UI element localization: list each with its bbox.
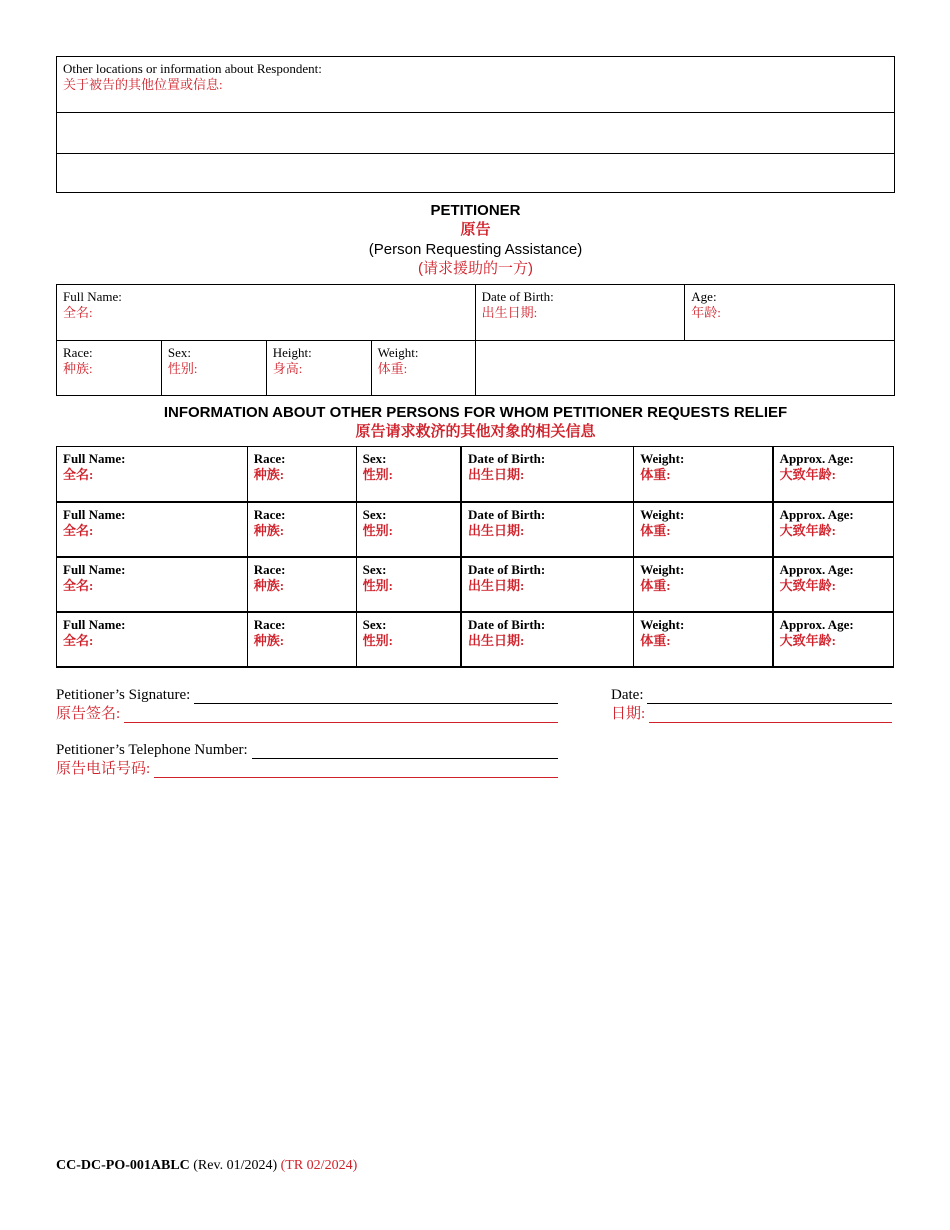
others-title-en: INFORMATION ABOUT OTHER PERSONS FOR WHOM PETITIONER REQUESTS RELIEF <box>163 404 788 421</box>
signature-line[interactable] <box>194 689 558 704</box>
respondent-other-info-label-en: Other locations or information about Respondent: <box>63 61 322 76</box>
other-person-field-label: Weight: <box>640 451 685 466</box>
other-person-cell[interactable] <box>247 612 356 667</box>
other-person-field-label-zh: 出生日期: <box>467 577 525 593</box>
other-person-field-label-zh: 体重: <box>640 467 671 482</box>
other-person-field-label: Date of Birth: <box>467 451 546 466</box>
race-label-zh: 种族: <box>63 361 93 376</box>
other-person-cell[interactable] <box>356 557 461 612</box>
other-person-field-label-zh: 出生日期: <box>467 467 525 482</box>
other-person-cell[interactable] <box>773 447 894 502</box>
other-person-cell[interactable] <box>356 612 461 667</box>
form-id: CC-DC-PO-001ABLC <box>56 1158 190 1173</box>
other-person-cell[interactable] <box>773 612 894 667</box>
petitioner-info-table <box>56 284 895 396</box>
phone-label: Petitioner’s Telephone Number: <box>56 742 248 758</box>
respondent-other-info-box <box>56 56 895 193</box>
other-person-field-label: Weight: <box>640 506 685 522</box>
date-line-zh[interactable] <box>649 708 892 723</box>
petitioner-sex-cell[interactable] <box>161 341 266 396</box>
other-person-field-label: Approx. Age: <box>779 561 854 577</box>
other-person-field-label-zh: 全名: <box>63 522 94 538</box>
age-label-zh: 年龄: <box>691 305 721 320</box>
other-person-cell[interactable] <box>247 447 356 502</box>
other-person-field-label-zh: 种族: <box>253 632 285 648</box>
other-person-field-label-zh: 大致年龄: <box>779 522 836 538</box>
other-person-field-label-zh: 种族: <box>253 522 285 538</box>
other-person-field-label-zh: 大致年龄: <box>779 632 836 648</box>
respondent-other-info-label-row <box>57 57 894 113</box>
respondent-other-info-line-1[interactable] <box>57 113 894 154</box>
others-header <box>56 404 895 442</box>
other-person-field-label-zh: 体重: <box>640 577 671 593</box>
other-person-field-label-zh: 性别: <box>362 522 393 538</box>
petitioner-full-name-cell[interactable] <box>57 285 476 341</box>
petitioner-subtitle-zh: (请求援助的一方) <box>418 260 533 277</box>
sex-label-zh: 性别: <box>167 361 198 376</box>
dob-label-zh: 出生日期: <box>481 305 538 320</box>
signature-line-zh[interactable] <box>124 708 558 723</box>
petitioner-title-zh: 原告 <box>460 221 491 238</box>
other-person-field-label: Full Name: <box>63 506 126 522</box>
weight-label: Weight: <box>377 345 419 360</box>
other-person-cell[interactable] <box>461 612 634 667</box>
phone-label-zh: 原告电话号码: <box>56 761 151 777</box>
other-person-field-label: Race: <box>253 561 286 577</box>
height-label: Height: <box>272 345 312 360</box>
other-person-field-label: Race: <box>253 451 286 466</box>
full-name-label-zh: 全名: <box>63 305 93 320</box>
phone-row <box>56 741 558 759</box>
other-person-field-label-zh: 种族: <box>253 577 285 593</box>
other-person-cell[interactable] <box>461 502 634 557</box>
signature-row-zh <box>56 705 558 723</box>
other-person-field-label-zh: 性别: <box>362 577 393 593</box>
other-person-field-label: Date of Birth: <box>467 506 546 522</box>
other-person-row <box>57 557 894 612</box>
other-person-field-label-zh: 体重: <box>640 522 671 538</box>
age-label: Age: <box>691 289 717 304</box>
other-person-field-label-zh: 性别: <box>362 632 393 648</box>
petitioner-header <box>56 201 895 277</box>
respondent-other-info-line-2[interactable] <box>57 154 894 193</box>
full-name-label: Full Name: <box>63 289 122 304</box>
race-label: Race: <box>63 345 93 360</box>
respondent-other-info-label-zh: 关于被告的其他位置或信息: <box>63 77 223 92</box>
other-person-field-label: Full Name: <box>63 616 126 632</box>
petitioner-title-en: PETITIONER <box>430 202 521 219</box>
other-person-field-label: Full Name: <box>63 561 126 577</box>
signature-label-zh: 原告签名: <box>56 706 121 722</box>
other-person-field-label: Approx. Age: <box>779 506 854 522</box>
phone-row-zh <box>56 760 558 778</box>
other-person-row <box>57 612 894 667</box>
others-title-zh: 原告请求救济的其他对象的相关信息 <box>355 423 596 440</box>
other-person-field-label-zh: 大致年龄: <box>779 577 836 593</box>
petitioner-dob-cell[interactable] <box>475 285 685 341</box>
other-person-field-label: Race: <box>253 616 286 632</box>
sex-label: Sex: <box>167 345 192 360</box>
other-person-row <box>57 502 894 557</box>
other-person-field-label: Approx. Age: <box>779 451 854 466</box>
other-person-cell[interactable] <box>57 502 248 557</box>
other-person-field-label: Weight: <box>640 561 685 577</box>
date-row <box>611 686 892 704</box>
petitioner-blank-cell <box>475 341 894 396</box>
other-person-field-label-zh: 大致年龄: <box>779 467 836 482</box>
other-person-field-label-zh: 全名: <box>63 467 94 482</box>
dob-label: Date of Birth: <box>481 289 554 304</box>
other-person-cell[interactable] <box>247 502 356 557</box>
other-person-field-label-zh: 体重: <box>640 632 671 648</box>
other-persons-table <box>56 446 894 668</box>
other-person-field-label: Approx. Age: <box>779 616 854 632</box>
date-line[interactable] <box>647 689 892 704</box>
other-person-field-label-zh: 出生日期: <box>467 522 525 538</box>
form-footer <box>56 1158 357 1174</box>
other-person-field-label: Weight: <box>640 616 685 632</box>
other-person-cell[interactable] <box>57 612 248 667</box>
phone-line-zh[interactable] <box>154 763 558 778</box>
height-label-zh: 身高: <box>272 361 303 376</box>
other-person-field-label: Sex: <box>362 561 387 577</box>
other-person-field-label-zh: 种族: <box>253 467 285 482</box>
form-rev: (Rev. 01/2024) <box>193 1158 278 1173</box>
other-person-cell[interactable] <box>634 557 773 612</box>
other-person-cell[interactable] <box>634 502 773 557</box>
other-person-field-label-zh: 全名: <box>63 577 94 593</box>
date-label-zh: 日期: <box>611 706 646 722</box>
other-person-field-label: Sex: <box>362 616 387 632</box>
other-person-cell[interactable] <box>356 502 461 557</box>
other-person-cell[interactable] <box>461 447 634 502</box>
other-person-cell[interactable] <box>773 557 894 612</box>
other-person-cell[interactable] <box>634 447 773 502</box>
signature-row <box>56 686 558 704</box>
petitioner-age-cell[interactable] <box>685 285 895 341</box>
other-person-cell[interactable] <box>634 612 773 667</box>
other-person-field-label: Date of Birth: <box>467 616 546 632</box>
other-person-cell[interactable] <box>247 557 356 612</box>
other-person-field-label: Race: <box>253 506 286 522</box>
other-person-field-label-zh: 出生日期: <box>467 632 525 648</box>
date-row-zh <box>611 705 892 723</box>
date-label: Date: <box>611 687 644 703</box>
phone-line[interactable] <box>252 744 558 759</box>
other-person-cell[interactable] <box>773 502 894 557</box>
petitioner-subtitle-en: (Person Requesting Assistance) <box>368 241 583 258</box>
signature-label: Petitioner’s Signature: <box>56 687 191 703</box>
other-person-field-label-zh: 全名: <box>63 632 94 648</box>
other-person-cell[interactable] <box>356 447 461 502</box>
other-person-row <box>57 447 894 502</box>
other-person-field-label: Date of Birth: <box>467 561 546 577</box>
other-person-field-label: Full Name: <box>63 451 126 466</box>
other-person-field-label: Sex: <box>362 506 387 522</box>
form-tr: (TR 02/2024) <box>280 1158 358 1173</box>
petitioner-race-cell[interactable] <box>57 341 162 396</box>
other-person-cell[interactable] <box>57 447 248 502</box>
other-person-field-label-zh: 性别: <box>362 467 393 482</box>
other-person-cell[interactable] <box>461 557 634 612</box>
petitioner-weight-cell[interactable] <box>371 341 475 396</box>
other-person-field-label: Sex: <box>362 451 387 466</box>
petitioner-height-cell[interactable] <box>266 341 371 396</box>
weight-label-zh: 体重: <box>377 361 408 376</box>
other-person-cell[interactable] <box>57 557 248 612</box>
